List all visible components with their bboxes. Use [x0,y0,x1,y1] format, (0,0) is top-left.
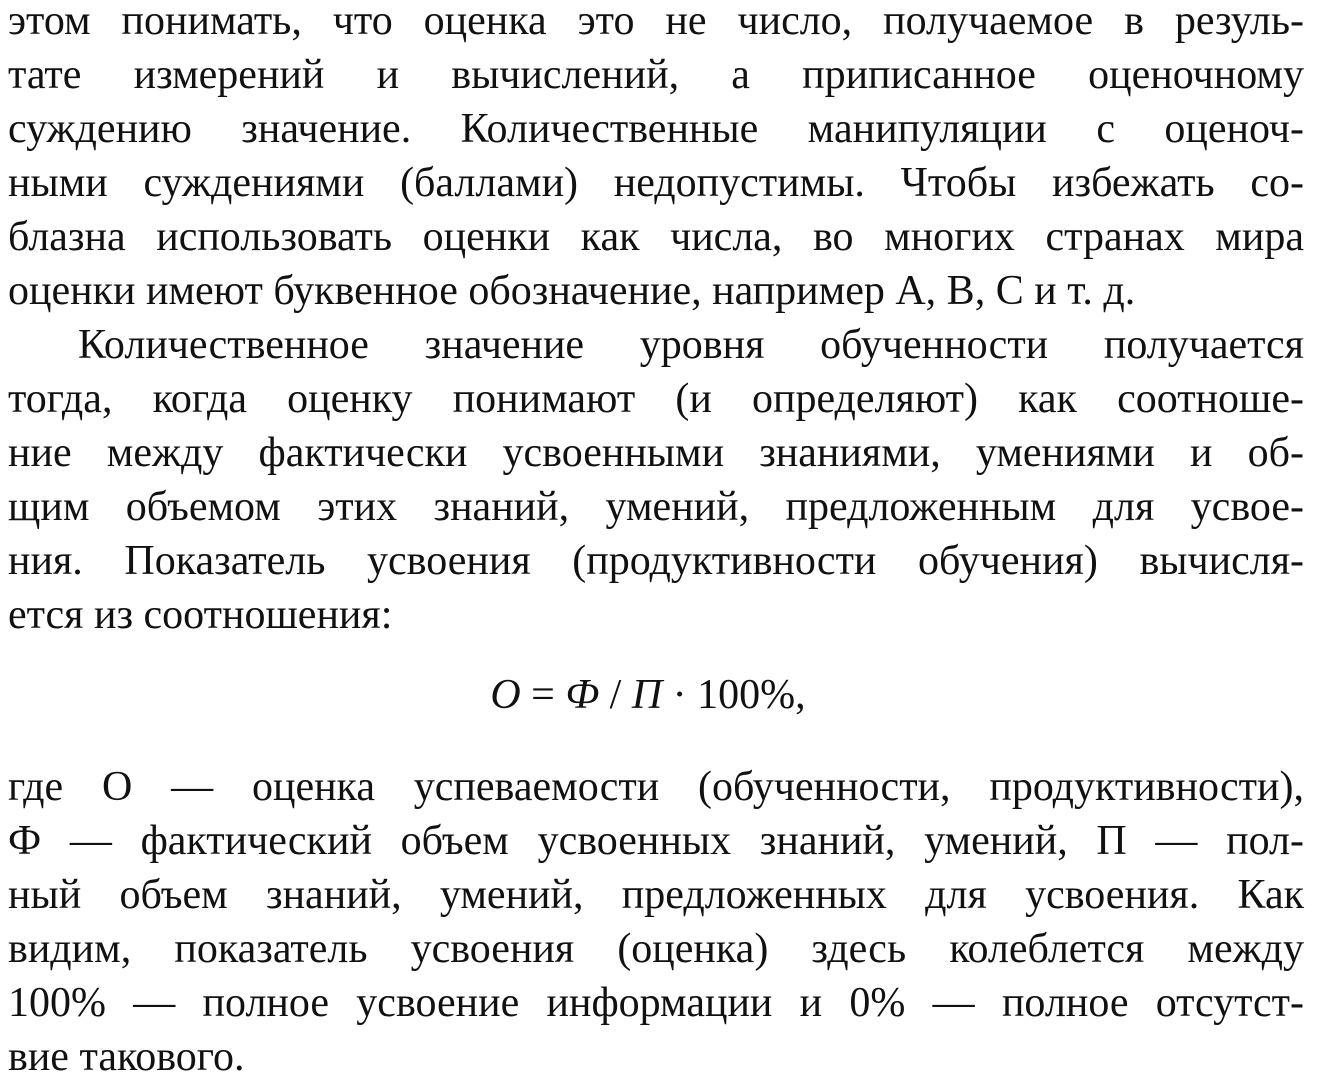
text-line: 100% — полное усвоение информации и 0% — полное отсутст- [8,980,1304,1026]
paragraph-3 [8,760,1304,1084]
text-line: Ф — фактический объем усвоенных знаний, умений, П — пол- [8,818,1304,864]
paragraph-1 [8,0,1304,318]
text-line: тогда, когда оценку понимают (и определяют) как соотноше- [8,376,1304,422]
formula [8,668,1304,722]
text-line: блазна использовать оценки как числа, во многих странах мира [8,214,1304,260]
text-line: суждению значение. Количественные манипуляции с оценоч- [8,106,1304,152]
formula-p: П [631,672,663,718]
formula-equals: = [520,672,566,718]
text-line: оценки имеют буквенное обозначение, например А, В, С и т. д. [8,268,1136,314]
text-line: где O — оценка успеваемости (обученности, продуктивности), [8,764,1304,810]
text-line: ными суждениями (баллами) недопустимы. Чтобы избежать со- [8,160,1304,206]
formula-dot: · [662,672,698,718]
text-line: видим, показатель усвоения (оценка) здесь колеблется между [8,926,1304,972]
formula-slash: / [599,672,632,718]
text-line: ние между фактически усвоенными знаниями, умениями и об- [8,430,1304,476]
document-page [8,0,1304,1084]
text-line: щим объемом этих знаний, умений, предложенным для усвое- [8,484,1304,530]
text-line: тате измерений и вычислений, а приписанное оценочному [8,52,1304,98]
text-line: Количественное значение уровня обученности получается [78,322,1304,368]
text-line: ется из соотношения: [8,592,393,638]
text-line: ния. Показатель усвоения (продуктивности обучения) вычисля- [8,538,1304,584]
formula-rest: 100%, [697,672,806,718]
formula-f: Ф [565,672,600,718]
text-line: этом понимать, что оценка это не число, получаемое в резуль- [8,0,1304,44]
formula-lhs: O [490,672,521,718]
text-line: вие такового. [8,1034,245,1080]
text-line: ный объем знаний, умений, предложенных для усвоения. Как [8,872,1304,918]
paragraph-2 [8,318,1304,642]
